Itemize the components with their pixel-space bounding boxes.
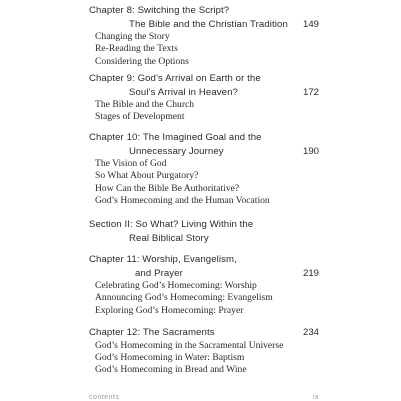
toc-entry-chapter-8	[89, 4, 319, 68]
toc-subheading: The Bible and the Church	[95, 99, 195, 110]
running-footer-label: contents	[89, 394, 120, 401]
page-number: 219	[302, 267, 319, 279]
toc-entry-chapter-12	[89, 326, 319, 376]
toc-entry-chapter-9	[89, 72, 319, 124]
toc-subheading: God’s Homecoming in the Sacramental Universe	[95, 339, 284, 351]
chapter-heading-line: Chapter 8: Switching the Script?	[89, 5, 230, 16]
toc-subheading: Announcing God’s Homecoming: Evangelism	[95, 292, 273, 304]
chapter-heading-line: Soul’s Arrival in Heaven?	[129, 86, 238, 98]
page-number: 149	[302, 18, 319, 30]
page-number: 172	[302, 86, 319, 98]
toc-subheading: Changing the Story	[95, 31, 170, 42]
page-number: 190	[302, 145, 319, 157]
section-heading-line: Section II: So What? Living Within the	[89, 219, 254, 230]
toc-entry-chapter-10	[89, 131, 319, 207]
toc-subheading: Stages of Development	[95, 111, 185, 123]
chapter-heading-line: Chapter 9: God’s Arrival on Earth or the	[89, 73, 261, 84]
toc-subheading: Re-Reading the Texts	[95, 43, 178, 55]
chapter-heading-line: The Bible and the Christian Tradition	[129, 18, 288, 30]
toc-subheading: God’s Homecoming in Bread and Wine	[95, 364, 247, 376]
chapter-heading-line: Chapter 11: Worship, Evangelism,	[89, 254, 237, 265]
chapter-heading-line: Chapter 12: The Sacraments	[89, 327, 215, 338]
chapter-heading-line: and Prayer	[135, 267, 183, 279]
toc-subheading: God’s Homecoming in Water: Baptism	[95, 351, 245, 363]
toc-subheading: Considering the Options	[95, 55, 189, 67]
toc-entry-section-2	[89, 218, 319, 245]
page-footer	[89, 394, 319, 401]
section-heading-line: Real Biblical Story	[129, 232, 209, 244]
chapter-heading-line: Chapter 10: The Imagined Goal and the	[89, 132, 262, 143]
toc-subheading: God’s Homecoming and the Human Vocation	[95, 194, 270, 206]
toc-subheading: How Can the Bible Be Authoritative?	[95, 182, 240, 194]
toc-subheading: So What About Purgatory?	[95, 170, 199, 182]
chapter-heading-line: Unnecessary Journey	[129, 145, 224, 157]
toc-subheading: Exploring God’s Homecoming: Prayer	[95, 304, 244, 316]
toc-entry-chapter-11	[89, 253, 319, 317]
folio-number: ix	[312, 394, 319, 401]
toc-subheading: The Vision of God	[95, 158, 167, 169]
page-number: 234	[302, 327, 319, 338]
toc-subheading: Celebrating God’s Homecoming: Worship	[95, 280, 257, 291]
